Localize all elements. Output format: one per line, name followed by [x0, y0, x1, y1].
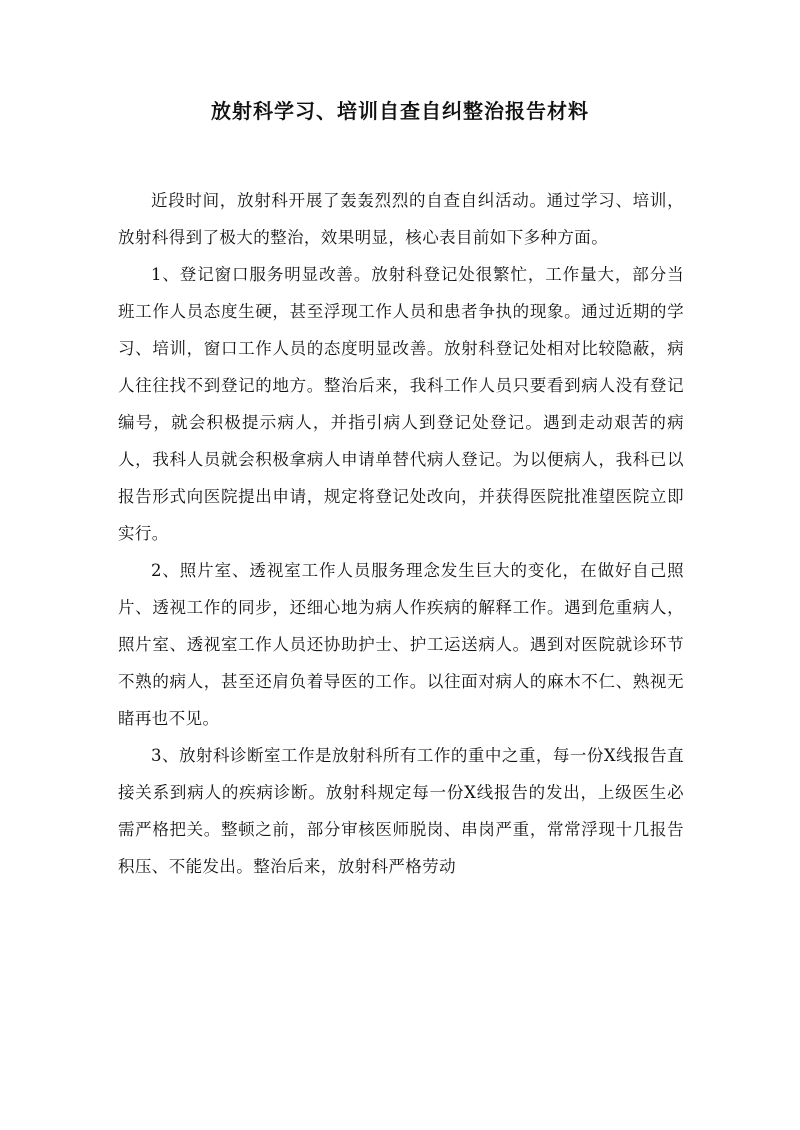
document-title: 放射科学习、培训自查自纠整治报告材料 [211, 99, 589, 123]
document-body [118, 182, 684, 885]
paragraph-3: 3、放射科诊断室工作是放射科所有工作的重中之重，每一份X线报告直接关系到病人的疾病诊断。放射科规定每一份X线报告的发出，上级医生必需严格把关。整顿之前，部分审核医师脱岗、串岗严重，常常浮现十几报告积压、不能发出。整治后来，放射科严格劳动 [118, 746, 684, 876]
paragraph-1: 1、登记窗口服务明显改善。放射科登记处很繁忙，工作量大，部分当班工作人员态度生硬，甚至浮现工作人员和患者争执的现象。通过近期的学习、培训，窗口工作人员的态度明显改善。放射科登记处相对比较隐蔽，病人往往找不到登记的地方。整治后来，我科工作人员只要看到病人没有登记编号，就会积极提示病人，并指引病人到登记处登记。遇到走动艰苦的病人，我科人员就会积极拿病人申请单替代病人登记。为以便病人，我科已以报告形式向医院提出申请，规定将登记处改向，并获得医院批准望医院立即实行。 [118, 265, 684, 543]
paragraph-2: 2、照片室、透视室工作人员服务理念发生巨大的变化，在做好自己照片、透视工作的同步，还细心地为病人作疾病的解释工作。遇到危重病人，照片室、透视室工作人员还协助护士、护工运送病人。遇到对医院就诊环节不熟的病人，甚至还肩负着导医的工作。以往面对病人的麻木不仁、熟视无睹再也不见。 [118, 561, 684, 728]
paragraph-intro: 近段时间，放射科开展了轰轰烈烈的自查自纠活动。通过学习、培训，放射科得到了极大的整治，效果明显，核心表目前如下多种方面。 [118, 191, 684, 247]
